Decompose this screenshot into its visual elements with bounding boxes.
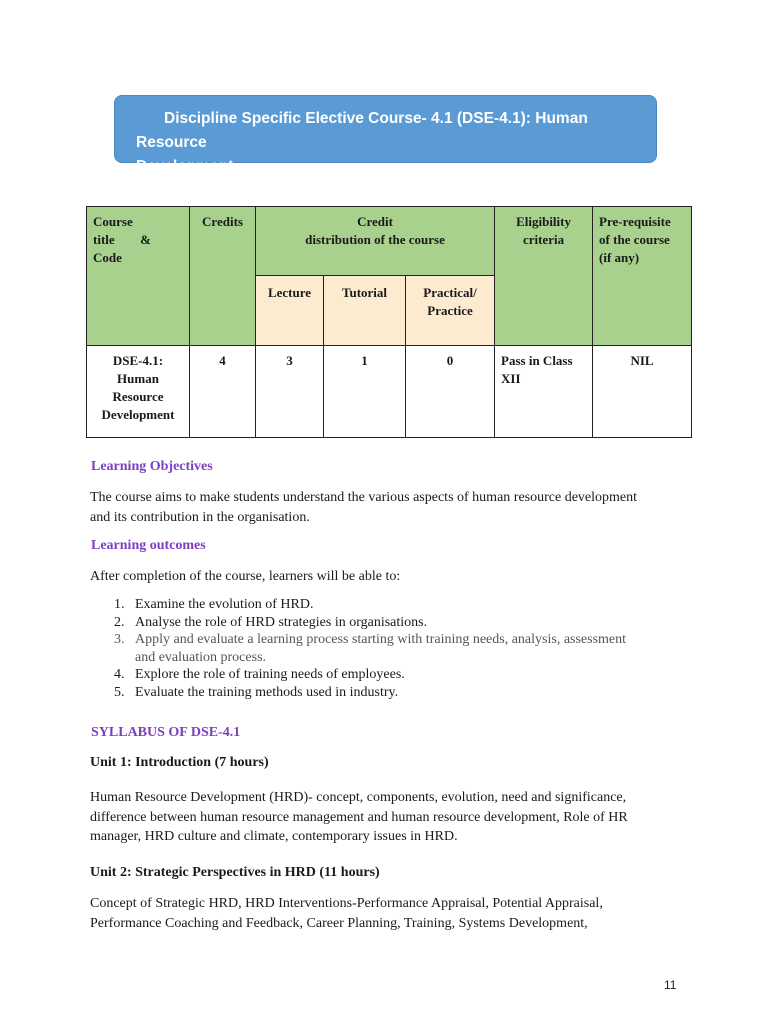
syllabus-heading: SYLLABUS OF DSE-4.1 <box>91 725 241 740</box>
header-eligibility: Eligibility criteria <box>495 207 593 346</box>
list-item: 3. Apply and evaluate a learning process starting with training needs, analysis, assessment and evaluation process. <box>114 632 627 665</box>
banner-line-2: Development <box>136 158 234 175</box>
outcomes-list <box>114 596 674 701</box>
table-row <box>87 346 692 438</box>
header-credit-distribution: Credit distribution of the course <box>256 207 495 276</box>
page-number: 11 <box>664 978 677 992</box>
objectives-text: The course aims to make students understand the various aspects of human resource development and its contribution in the organisation. <box>90 490 638 525</box>
cell-eligibility: Pass in Class XII <box>495 346 593 438</box>
header-lecture: Lecture <box>256 276 324 346</box>
unit-2-text: Concept of Strategic HRD, HRD Interventions-Performance Appraisal, Potential Appraisal, Performance Coaching and Feedback, Career Planning, Training, Systems Development, <box>90 896 603 931</box>
cell-lecture: 3 <box>256 346 324 438</box>
cell-credits: 4 <box>190 346 256 438</box>
header-practical: Practical/ Practice <box>406 276 495 346</box>
header-tutorial: Tutorial <box>324 276 406 346</box>
course-title-banner <box>114 95 657 175</box>
cell-course-code: DSE-4.1: Human Resource Development <box>87 346 190 438</box>
list-item: 1. Examine the evolution of HRD. <box>114 597 314 612</box>
list-item: 5. Evaluate the training methods used in industry. <box>114 684 399 700</box>
outcomes-intro: After completion of the course, learners will be able to: <box>90 569 401 584</box>
header-credits: Credits <box>190 207 256 346</box>
banner-line-1: Discipline Specific Elective Course- 4.1 (DSE-4.1): Human Resource <box>136 110 588 151</box>
list-item: 4. Explore the role of training needs of employees. <box>114 667 405 682</box>
list-item: 2. Analyse the role of HRD strategies in organisations. <box>114 614 428 630</box>
cell-practical: 0 <box>406 346 495 438</box>
unit-1-title: Unit 1: Introduction (7 hours) <box>90 755 269 770</box>
header-course-title-code: Course title & Code <box>87 207 190 346</box>
learning-objectives-heading: Learning Objectives <box>91 459 213 474</box>
learning-outcomes-heading: Learning outcomes <box>91 538 206 553</box>
unit-2-title: Unit 2: Strategic Perspectives in HRD (11 hours) <box>90 865 380 880</box>
cell-tutorial: 1 <box>324 346 406 438</box>
unit-1-text: Human Resource Development (HRD)- concept, components, evolution, need and significance, difference between human resource management and human resource development, Role of HR manager, HRD culture and climate, contemporary issues in HRD. <box>90 790 628 844</box>
cell-prerequisite: NIL <box>593 346 692 438</box>
header-prerequisite: Pre-requisite of the course (if any) <box>593 207 692 346</box>
credit-distribution-table <box>86 206 692 438</box>
